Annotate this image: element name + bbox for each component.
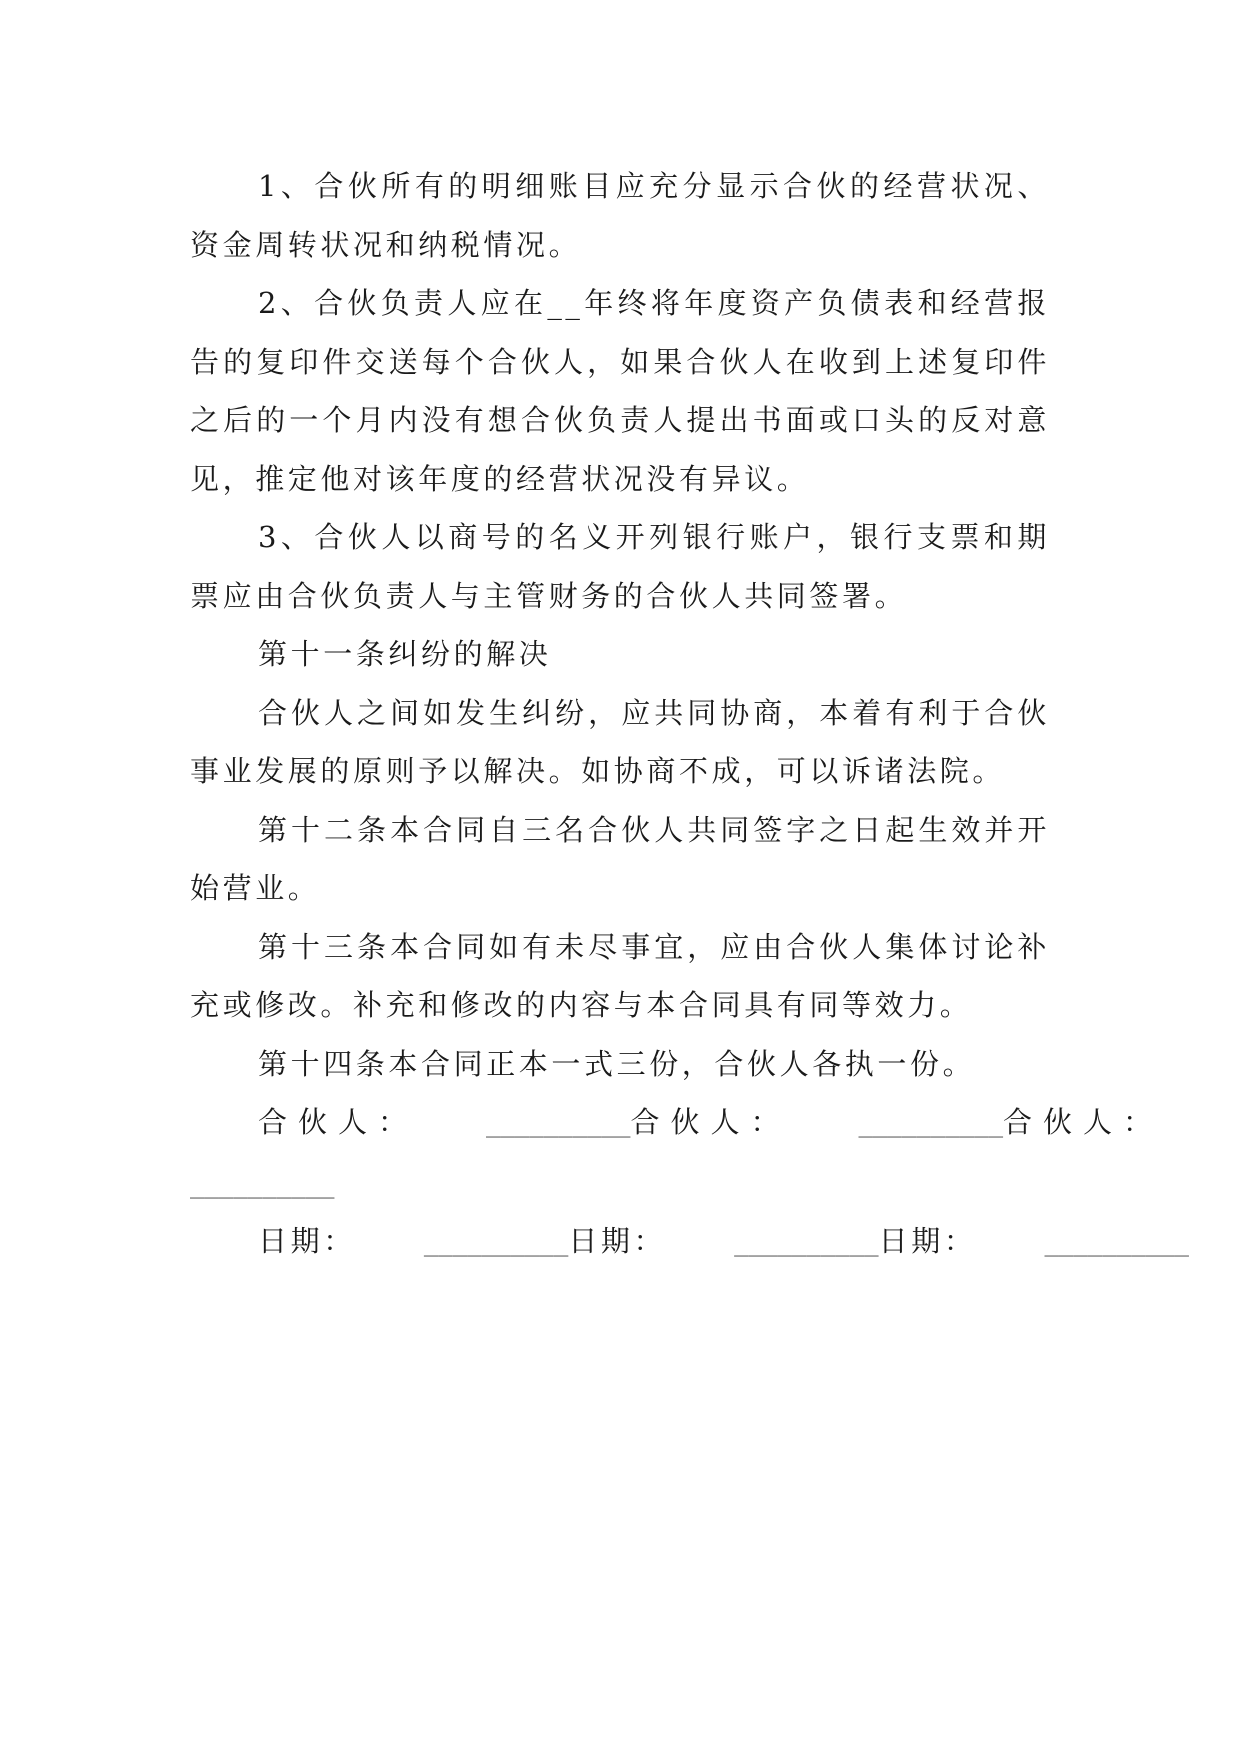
partner-label-3: 合伙人： — [1003, 1105, 1164, 1139]
date-label-1: 日期： — [258, 1224, 356, 1258]
article-11-heading: 第十一条纠纷的解决 — [258, 637, 552, 671]
partner-blank-2: __________ — [858, 1110, 1004, 1138]
article-13: 第十三条本合同如有未尽事宜，应由合伙人集体讨论补充或修改。补充和修改的内容与本合同具有同等效力。 — [190, 929, 1050, 1022]
article-14: 第十四条本合同正本一式三份，合伙人各执一份。 — [258, 1046, 976, 1081]
partner-label-1: 合伙人： — [258, 1105, 419, 1139]
date-label-3: 日期： — [878, 1224, 977, 1258]
contract-text — [190, 157, 1189, 1273]
date-blank-2: __________ — [734, 1229, 879, 1257]
clause-accounts: 1、合伙所有的明细账目应充分显示合伙的经营状况、资金周转状况和纳税情况。 — [190, 169, 1050, 262]
partner-blank-3: __________ — [190, 1170, 335, 1199]
date-blank-3: __________ — [1044, 1229, 1189, 1257]
partner-signature-line — [190, 1093, 1164, 1154]
date-blank-1: __________ — [423, 1229, 569, 1257]
clause-annual-report: 2、合伙负责人应在__年终将年度资产负债表和经营报告的复印件交送每个合伙人，如果合伙人在收到上述复印件之后的一个月内没有想合伙负责人提出书面或口头的反对意见，推定他对该年度的经营状况没有异议。 — [190, 286, 1050, 496]
date-label-2: 日期： — [568, 1224, 667, 1258]
clause-dispute-resolution: 合伙人之间如发生纠纷，应共同协商，本着有利于合伙事业发展的原则予以解决。如协商不成，可以诉诸法院。 — [190, 695, 1050, 788]
article-12: 第十二条本合同自三名合伙人共同签字之日起生效并开始营业。 — [190, 812, 1050, 905]
date-line — [190, 1212, 1189, 1273]
partner-blank-line — [190, 1154, 1050, 1213]
partner-label-2: 合伙人： — [630, 1105, 791, 1139]
partner-blank-1: __________ — [486, 1110, 631, 1138]
clause-bank-account: 3、合伙人以商号的名义开列银行账户，银行支票和期票应由合伙负责人与主管财务的合伙人共同签署。 — [190, 520, 1050, 613]
